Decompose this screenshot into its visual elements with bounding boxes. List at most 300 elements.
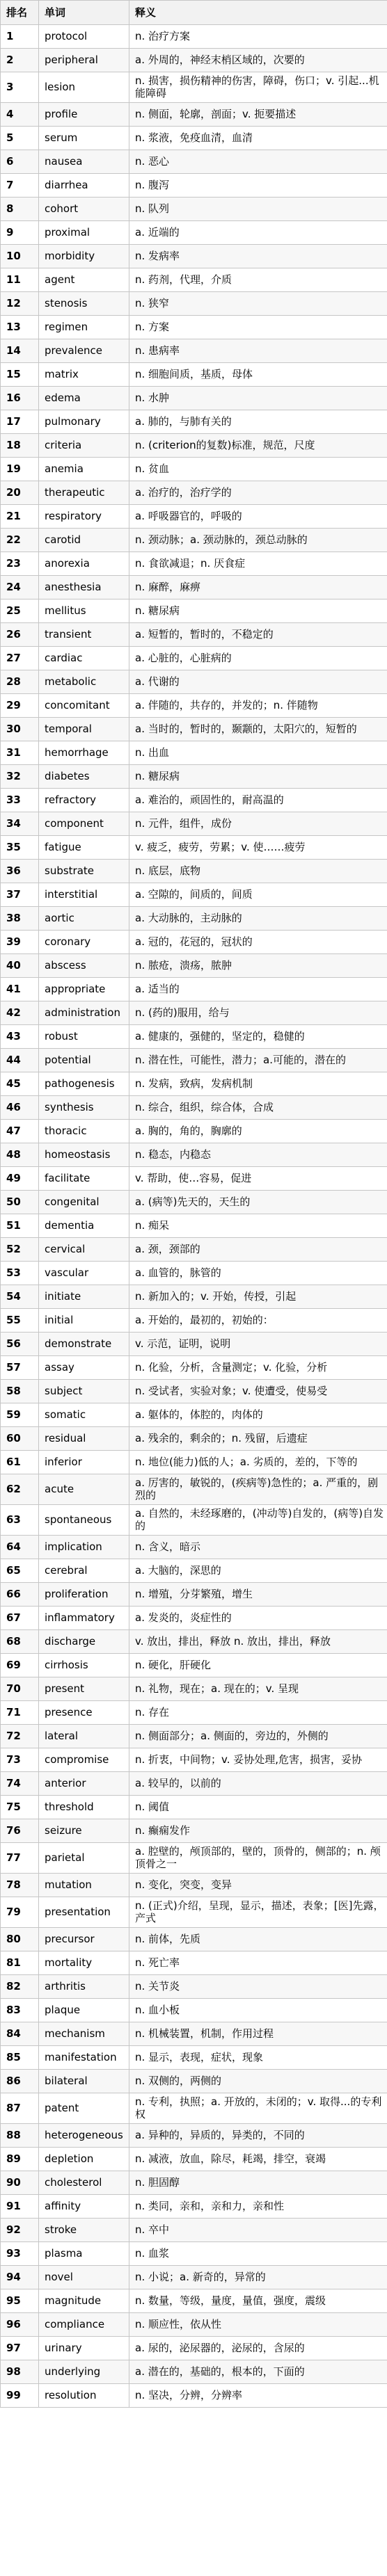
word-cell: cardiac	[39, 647, 129, 670]
word-cell: precursor	[39, 1928, 129, 1951]
table-row	[1, 623, 387, 647]
rank-cell: 76	[1, 1819, 39, 1843]
definition-cell: a. 颈，颈部的	[129, 1238, 387, 1262]
definition-cell: a. 潜在的，基础的，根本的，下面的	[129, 2360, 387, 2384]
rank-cell: 12	[1, 292, 39, 316]
definition-cell: n. 细胞间质，基质，母体	[129, 363, 387, 387]
word-cell: compliance	[39, 2313, 129, 2337]
definition-cell: n. 食欲减退；n. 厌食症	[129, 552, 387, 576]
word-cell: residual	[39, 1427, 129, 1451]
definition-cell: n. 元件，组件，成份	[129, 812, 387, 836]
definition-cell: a. 外周的，神经末梢区域的，次要的	[129, 49, 387, 72]
definition-cell: a. 残余的，剩余的；n. 残留，后遗症	[129, 1427, 387, 1451]
word-cell: lesion	[39, 72, 129, 103]
table-row	[1, 2242, 387, 2266]
definition-cell: a. 尿的，泌尿器的，泌尿的，含尿的	[129, 2337, 387, 2360]
rank-cell: 25	[1, 599, 39, 623]
definition-cell: a. 较早的，以前的	[129, 1772, 387, 1796]
word-cell: threshold	[39, 1796, 129, 1819]
table-row	[1, 1356, 387, 1380]
definition-cell: n. 痴呆	[129, 1214, 387, 1238]
table-row	[1, 1143, 387, 1167]
rank-cell: 9	[1, 221, 39, 245]
definition-cell: n. 糖尿病	[129, 599, 387, 623]
rank-cell: 87	[1, 2093, 39, 2124]
word-cell: therapeutic	[39, 481, 129, 505]
table-row	[1, 103, 387, 127]
rank-cell: 16	[1, 387, 39, 410]
definition-cell: n. (药的)服用，给与	[129, 1001, 387, 1025]
definition-cell: n. 专利，执照；a. 开放的，未闭的；v. 取得...的专利权	[129, 2093, 387, 2124]
definition-cell: v. 示范，证明，说明	[129, 1333, 387, 1356]
definition-cell: n. 药剂，代理，介质	[129, 268, 387, 292]
rank-cell: 54	[1, 1285, 39, 1309]
rank-cell: 78	[1, 1874, 39, 1897]
word-cell: agent	[39, 268, 129, 292]
rank-cell: 36	[1, 860, 39, 883]
table-row	[1, 268, 387, 292]
word-cell: facilitate	[39, 1167, 129, 1191]
definition-cell: n. 血浆	[129, 2242, 387, 2266]
table-row	[1, 2289, 387, 2313]
table-row	[1, 1380, 387, 1403]
word-cell: novel	[39, 2266, 129, 2289]
word-cell: diarrhea	[39, 174, 129, 198]
rank-cell: 83	[1, 1999, 39, 2022]
definition-cell: n. 关节炎	[129, 1975, 387, 1999]
header-definition: 释义	[129, 1, 387, 25]
rank-cell: 20	[1, 481, 39, 505]
word-cell: lateral	[39, 1725, 129, 1748]
table-row	[1, 2266, 387, 2289]
rank-cell: 33	[1, 789, 39, 812]
definition-cell: a. 治疗的，治疗学的	[129, 481, 387, 505]
rank-cell: 17	[1, 410, 39, 434]
word-cell: concomitant	[39, 694, 129, 718]
table-row	[1, 1238, 387, 1262]
table-row	[1, 481, 387, 505]
rank-cell: 91	[1, 2195, 39, 2219]
definition-cell: n. 减液，放血，除尽，耗竭，排空，衰竭	[129, 2148, 387, 2171]
table-row	[1, 434, 387, 458]
table-row	[1, 2148, 387, 2171]
rank-cell: 8	[1, 198, 39, 221]
definition-cell: a. 血管的，脉管的	[129, 1262, 387, 1285]
rank-cell: 21	[1, 505, 39, 529]
table-row	[1, 2093, 387, 2124]
word-cell: synthesis	[39, 1096, 129, 1120]
table-row	[1, 1001, 387, 1025]
definition-cell: n. 麻醉，麻痹	[129, 576, 387, 599]
definition-cell: a. 自然的，未经琢磨的，(冲动等)自发的，(病等)自发的	[129, 1505, 387, 1536]
table-row	[1, 221, 387, 245]
rank-cell: 35	[1, 836, 39, 860]
rank-cell: 43	[1, 1025, 39, 1049]
definition-cell: a. 代谢的	[129, 670, 387, 694]
word-cell: criteria	[39, 434, 129, 458]
rank-cell: 5	[1, 127, 39, 150]
definition-cell: a. 异种的，异质的，异类的，不同的	[129, 2124, 387, 2148]
definition-cell: a. 腔壁的，颅顶部的，壁的，顶骨的，侧部的；n. 颅顶骨之一	[129, 1843, 387, 1874]
word-cell: carotid	[39, 529, 129, 552]
rank-cell: 50	[1, 1191, 39, 1214]
rank-cell: 93	[1, 2242, 39, 2266]
definition-cell: n. 侧面，轮廓，剖面；v. 扼要描述	[129, 103, 387, 127]
word-cell: temporal	[39, 718, 129, 741]
rank-cell: 52	[1, 1238, 39, 1262]
table-row	[1, 576, 387, 599]
word-cell: matrix	[39, 363, 129, 387]
table-row	[1, 2124, 387, 2148]
rank-cell: 45	[1, 1072, 39, 1096]
word-cell: proximal	[39, 221, 129, 245]
table-row	[1, 1607, 387, 1630]
word-cell: implication	[39, 1536, 129, 1559]
definition-cell: n. 变化，突变，变异	[129, 1874, 387, 1897]
word-cell: congenital	[39, 1191, 129, 1214]
definition-cell: a. 发炎的，炎症性的	[129, 1607, 387, 1630]
table-row	[1, 907, 387, 931]
table-row	[1, 1096, 387, 1120]
rank-cell: 41	[1, 978, 39, 1001]
word-cell: nausea	[39, 150, 129, 174]
table-row	[1, 2195, 387, 2219]
table-row	[1, 1819, 387, 1843]
word-cell: fatigue	[39, 836, 129, 860]
table-row	[1, 599, 387, 623]
rank-cell: 7	[1, 174, 39, 198]
table-row	[1, 1999, 387, 2022]
rank-cell: 95	[1, 2289, 39, 2313]
word-cell: appropriate	[39, 978, 129, 1001]
table-row	[1, 1677, 387, 1701]
rank-cell: 85	[1, 2046, 39, 2070]
word-cell: dementia	[39, 1214, 129, 1238]
table-row	[1, 1049, 387, 1072]
rank-cell: 4	[1, 103, 39, 127]
definition-cell: n. 队列	[129, 198, 387, 221]
word-cell: component	[39, 812, 129, 836]
definition-cell: a. 健康的，强健的，坚定的，稳健的	[129, 1025, 387, 1049]
definition-cell: v. 疲乏，疲劳，劳累；v. 使……疲劳	[129, 836, 387, 860]
rank-cell: 24	[1, 576, 39, 599]
word-cell: anterior	[39, 1772, 129, 1796]
table-row	[1, 1928, 387, 1951]
word-cell: demonstrate	[39, 1333, 129, 1356]
definition-cell: n. 受试者，实验对象；v. 使遭受，使易受	[129, 1380, 387, 1403]
definition-cell: n. 硬化，肝硬化	[129, 1654, 387, 1677]
definition-cell: n. 存在	[129, 1701, 387, 1725]
definition-cell: n. 数量，等级，量度，量值，强度，震级	[129, 2289, 387, 2313]
header-rank: 排名	[1, 1, 39, 25]
definition-cell: a. 躯体的，体腔的，肉体的	[129, 1403, 387, 1427]
definition-cell: n. 颈动脉；a. 颈动脉的，颈总动脉的	[129, 529, 387, 552]
rank-cell: 92	[1, 2219, 39, 2242]
table-row	[1, 1772, 387, 1796]
definition-cell: a. 开始的，最初的，初始的：	[129, 1309, 387, 1333]
table-body	[1, 25, 387, 2408]
table-row	[1, 2022, 387, 2046]
table-row	[1, 458, 387, 481]
rank-cell: 66	[1, 1583, 39, 1607]
table-row	[1, 694, 387, 718]
definition-cell: a. 胸的，角的，胸廓的	[129, 1120, 387, 1143]
rank-cell: 82	[1, 1975, 39, 1999]
rank-cell: 69	[1, 1654, 39, 1677]
word-cell: affinity	[39, 2195, 129, 2219]
definition-cell: n. 损害，损伤精神的伤害，障碍，伤口；v. 引起...机能障碍	[129, 72, 387, 103]
table-row	[1, 1474, 387, 1505]
rank-cell: 74	[1, 1772, 39, 1796]
definition-cell: n. 侧面部分；a. 侧面的，旁边的，外侧的	[129, 1725, 387, 1748]
definition-cell: n. 恶心	[129, 150, 387, 174]
rank-cell: 79	[1, 1897, 39, 1928]
word-cell: refractory	[39, 789, 129, 812]
table-row	[1, 1975, 387, 1999]
rank-cell: 53	[1, 1262, 39, 1285]
definition-cell: n. 患病率	[129, 339, 387, 363]
word-cell: serum	[39, 127, 129, 150]
word-cell: heterogeneous	[39, 2124, 129, 2148]
rank-cell: 19	[1, 458, 39, 481]
table-row	[1, 150, 387, 174]
rank-cell: 67	[1, 1607, 39, 1630]
rank-cell: 99	[1, 2384, 39, 2408]
definition-cell: n. 礼物，现在；a. 现在的；v. 呈现	[129, 1677, 387, 1701]
word-cell: metabolic	[39, 670, 129, 694]
table-row	[1, 1214, 387, 1238]
word-cell: anorexia	[39, 552, 129, 576]
word-cell: cohort	[39, 198, 129, 221]
table-row	[1, 49, 387, 72]
word-cell: anesthesia	[39, 576, 129, 599]
table-row	[1, 2046, 387, 2070]
rank-cell: 59	[1, 1403, 39, 1427]
rank-cell: 62	[1, 1474, 39, 1505]
table-row	[1, 127, 387, 150]
rank-cell: 18	[1, 434, 39, 458]
table-row	[1, 174, 387, 198]
word-cell: compromise	[39, 1748, 129, 1772]
definition-cell: n. 浆液，免疫血清，血清	[129, 127, 387, 150]
word-cell: parietal	[39, 1843, 129, 1874]
rank-cell: 23	[1, 552, 39, 576]
word-cell: vascular	[39, 1262, 129, 1285]
table-row	[1, 931, 387, 954]
rank-cell: 14	[1, 339, 39, 363]
table-row	[1, 505, 387, 529]
table-row	[1, 245, 387, 268]
word-cell: transient	[39, 623, 129, 647]
definition-cell: n. 胆固醇	[129, 2171, 387, 2195]
table-row	[1, 1725, 387, 1748]
word-cell: discharge	[39, 1630, 129, 1654]
table-row	[1, 1427, 387, 1451]
word-cell: robust	[39, 1025, 129, 1049]
word-cell: cholesterol	[39, 2171, 129, 2195]
rank-cell: 89	[1, 2148, 39, 2171]
rank-cell: 27	[1, 647, 39, 670]
rank-cell: 72	[1, 1725, 39, 1748]
rank-cell: 44	[1, 1049, 39, 1072]
table-row	[1, 2313, 387, 2337]
table-row	[1, 670, 387, 694]
word-cell: interstitial	[39, 883, 129, 907]
definition-cell: n. 地位(能力)低的人；a. 劣质的，差的，下等的	[129, 1451, 387, 1474]
word-cell: underlying	[39, 2360, 129, 2384]
word-cell: proliferation	[39, 1583, 129, 1607]
definition-cell: n. 癫痫发作	[129, 1819, 387, 1843]
table-row	[1, 718, 387, 741]
rank-cell: 58	[1, 1380, 39, 1403]
word-cell: resolution	[39, 2384, 129, 2408]
rank-cell: 31	[1, 741, 39, 765]
table-row	[1, 339, 387, 363]
rank-cell: 38	[1, 907, 39, 931]
definition-cell: n. 狭窄	[129, 292, 387, 316]
word-cell: bilateral	[39, 2070, 129, 2093]
definition-cell: n. 类同，亲和，亲和力，亲和性	[129, 2195, 387, 2219]
table-row	[1, 1748, 387, 1772]
definition-cell: n. 机械装置，机制，作用过程	[129, 2022, 387, 2046]
rank-cell: 6	[1, 150, 39, 174]
table-row	[1, 954, 387, 978]
table-row	[1, 2384, 387, 2408]
table-row	[1, 978, 387, 1001]
rank-cell: 98	[1, 2360, 39, 2384]
table-row	[1, 387, 387, 410]
word-cell: hemorrhage	[39, 741, 129, 765]
rank-cell: 48	[1, 1143, 39, 1167]
definition-cell: n. 出血	[129, 741, 387, 765]
table-row	[1, 1120, 387, 1143]
definition-cell: n. 治疗方案	[129, 25, 387, 49]
definition-cell: a. 大脑的，深思的	[129, 1559, 387, 1583]
word-cell: urinary	[39, 2337, 129, 2360]
table-row	[1, 25, 387, 49]
table-row	[1, 1630, 387, 1654]
rank-cell: 26	[1, 623, 39, 647]
table-row	[1, 1897, 387, 1928]
word-cell: inflammatory	[39, 1607, 129, 1630]
table-row	[1, 1262, 387, 1285]
table-row	[1, 647, 387, 670]
table-row	[1, 2337, 387, 2360]
definition-cell: a. 肺的，与肺有关的	[129, 410, 387, 434]
rank-cell: 30	[1, 718, 39, 741]
table-header	[1, 1, 387, 25]
definition-cell: a. 心脏的，心脏病的	[129, 647, 387, 670]
table-row	[1, 2070, 387, 2093]
table-row	[1, 1951, 387, 1975]
header-row	[1, 1, 387, 25]
rank-cell: 57	[1, 1356, 39, 1380]
word-cell: edema	[39, 387, 129, 410]
table-row	[1, 410, 387, 434]
table-row	[1, 789, 387, 812]
word-cell: depletion	[39, 2148, 129, 2171]
definition-cell: a. 大动脉的，主动脉的	[129, 907, 387, 931]
word-cell: somatic	[39, 1403, 129, 1427]
word-cell: spontaneous	[39, 1505, 129, 1536]
definition-cell: n. 卒中	[129, 2219, 387, 2242]
rank-cell: 47	[1, 1120, 39, 1143]
table-row	[1, 2360, 387, 2384]
rank-cell: 55	[1, 1309, 39, 1333]
table-row	[1, 292, 387, 316]
word-cell: pulmonary	[39, 410, 129, 434]
rank-cell: 90	[1, 2171, 39, 2195]
rank-cell: 88	[1, 2124, 39, 2148]
rank-cell: 32	[1, 765, 39, 789]
word-cell: homeostasis	[39, 1143, 129, 1167]
rank-cell: 34	[1, 812, 39, 836]
word-cell: acute	[39, 1474, 129, 1505]
definition-cell: n. 水肿	[129, 387, 387, 410]
word-cell: initiate	[39, 1285, 129, 1309]
definition-cell: v. 帮助，使…容易，促进	[129, 1167, 387, 1191]
definition-cell: a. 呼吸器官的，呼吸的	[129, 505, 387, 529]
rank-cell: 2	[1, 49, 39, 72]
word-cell: plasma	[39, 2242, 129, 2266]
word-cell: initial	[39, 1309, 129, 1333]
word-cell: mellitus	[39, 599, 129, 623]
rank-cell: 84	[1, 2022, 39, 2046]
definition-cell: n. 综合，组织，综合体，合成	[129, 1096, 387, 1120]
word-cell: pathogenesis	[39, 1072, 129, 1096]
rank-cell: 86	[1, 2070, 39, 2093]
definition-cell: n. 底层，底物	[129, 860, 387, 883]
definition-cell: n. 折衷，中间物；v. 妥协处理,危害，损害，妥协	[129, 1748, 387, 1772]
table-row	[1, 316, 387, 339]
rank-cell: 3	[1, 72, 39, 103]
rank-cell: 60	[1, 1427, 39, 1451]
table-row	[1, 860, 387, 883]
definition-cell: n. 化验，分析，含量测定；v. 化验，分析	[129, 1356, 387, 1380]
word-cell: presentation	[39, 1897, 129, 1928]
word-cell: coronary	[39, 931, 129, 954]
definition-cell: n. 增殖，分芽繁殖，增生	[129, 1583, 387, 1607]
table-row	[1, 1403, 387, 1427]
table-row	[1, 1072, 387, 1096]
definition-cell: n. 脓疮，溃疡，脓肿	[129, 954, 387, 978]
rank-cell: 71	[1, 1701, 39, 1725]
word-cell: plaque	[39, 1999, 129, 2022]
definition-cell: a. 难治的，顽固性的，耐高温的	[129, 789, 387, 812]
definition-cell: n. 双侧的，两侧的	[129, 2070, 387, 2093]
rank-cell: 15	[1, 363, 39, 387]
definition-cell: n. 新加入的；v. 开始，传授，引起	[129, 1285, 387, 1309]
table-row	[1, 1796, 387, 1819]
table-row	[1, 1167, 387, 1191]
table-row	[1, 2171, 387, 2195]
table-row	[1, 1025, 387, 1049]
rank-cell: 29	[1, 694, 39, 718]
table-row	[1, 1536, 387, 1559]
definition-cell: n. 稳态，内稳态	[129, 1143, 387, 1167]
rank-cell: 81	[1, 1951, 39, 1975]
rank-cell: 96	[1, 2313, 39, 2337]
rank-cell: 28	[1, 670, 39, 694]
definition-cell: n. 糖尿病	[129, 765, 387, 789]
table-row	[1, 1654, 387, 1677]
rank-cell: 10	[1, 245, 39, 268]
definition-cell: n. 显示，表现，症状，现象	[129, 2046, 387, 2070]
word-cell: manifestation	[39, 2046, 129, 2070]
definition-cell: a. 厉害的，敏锐的，(疾病等)急性的；a. 严重的，剧烈的	[129, 1474, 387, 1505]
table-row	[1, 1451, 387, 1474]
word-cell: mortality	[39, 1951, 129, 1975]
